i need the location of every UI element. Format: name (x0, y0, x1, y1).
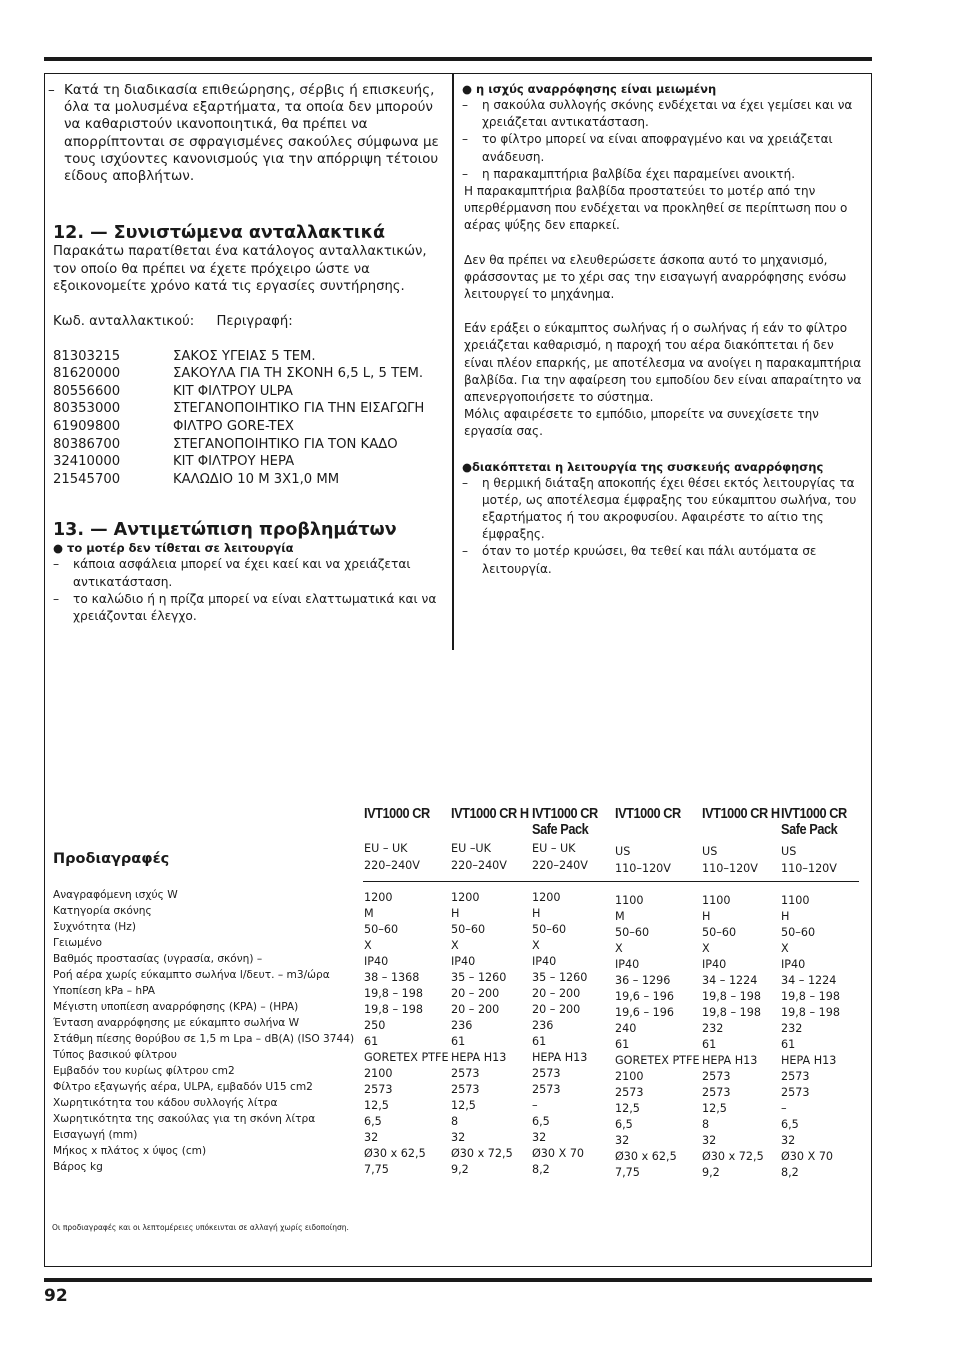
spec-label: Στάθμη πίεσης θορύβου σε 1,5 m Lpa – dB(A) (ISO 3744) (53, 1033, 355, 1045)
spec-value: 1100 (615, 894, 644, 907)
model-region: EU – UK (364, 842, 408, 855)
spec-value: 8 (702, 1118, 710, 1131)
spec-value: H (781, 910, 790, 923)
spec-value: 1200 (364, 891, 393, 904)
spec-value: 34 – 1224 (702, 974, 758, 987)
spec-label: Αναγραφόμενη ισχύς W (53, 889, 178, 901)
spec-value: 9,2 (451, 1163, 469, 1176)
spec-value: HEPA H13 (451, 1051, 507, 1064)
left-column (53, 82, 445, 625)
model-region: US (615, 845, 631, 858)
part-row (53, 348, 445, 366)
suction-item: – η σακούλα συλλογής σκόνης ενδέχεται να έχει γεμίσει και να χρειάζεται αντικατάσταση. (462, 97, 866, 131)
part-name: ΚΑΛΩΔΙΟ 10 Μ 3X1,0 ΜΜ (173, 471, 340, 487)
model-name: IVT1000 CR (364, 806, 430, 822)
intro-paragraph: – Κατά τη διαδικασία επιθεώρησης, σέρβις ή επισκευής, όλα τα μολυσμένα εξαρτήματα, τα οποία δεν μπορούν να καθαριστούν ικανοποιητικά, θα πρέπει να απορρίπτονται σε σφραγισμένες σακούλες σύμφωνα με τους ισχύοντες κανονισμούς για την απόρριψη τέτοιου είδους αποβλήτων. (48, 82, 445, 185)
spec-value: Ø30 X 70 (532, 1147, 585, 1160)
spec-label: Εμβαδόν του κυρίως φίλτρου cm2 (53, 1065, 235, 1077)
bypass-paragraph: Η παρακαμπτήρια βαλβίδα προστατεύει το μοτέρ από την υπερθέρμανση που ενδέχεται να προκληθεί σε περίπτωση που ο αέρας ψύξης δεν επαρκεί. (464, 184, 848, 233)
model-name: IVT1000 CR H (702, 806, 780, 822)
spec-value: 35 – 1260 (451, 971, 507, 984)
spec-value: X (532, 939, 540, 952)
spec-value: H (451, 907, 460, 920)
spec-labels (53, 887, 354, 1175)
spec-column (451, 890, 513, 1178)
spec-value: 20 – 200 (532, 1003, 581, 1016)
spec-label: Ροή αέρα χωρίς εύκαμπτο σωλήνα l/δευτ. – m3/ώρα (53, 969, 330, 981)
spec-value: IP40 (781, 958, 806, 971)
part-code: 80556600 (53, 383, 121, 399)
spec-label: Γειωμένο (53, 937, 102, 949)
spec-column (364, 890, 449, 1178)
spec-value: IP40 (532, 955, 557, 968)
spec-value: 50–60 (781, 926, 816, 939)
spec-value: 61 (702, 1038, 717, 1051)
spec-label: Υποπίεση kPa – hPA (53, 985, 156, 997)
part-row (53, 383, 445, 401)
spec-value: 61 (615, 1038, 630, 1051)
blockage-paragraph: Εάν εράξει ο εύκαμπτος σωλήνας ή ο σωλήνας ή εάν το φίλτρο χρειάζεται καθαρισμό, η παροχή του αέρα διακόπτεται ή δεν είναι πλέον επαρκής, με αποτέλεσμα να ανοίγει η παρακαμπτήρια βαλβίδα. Για την αφαίρεση του εμποδίου δεν είναι απαραίτητο να απενεργοποιήσετε το σύστημα. (464, 321, 862, 405)
motor-item: – το καλώδιο ή η πρίζα μπορεί να είναι ελαττωματικά και να χρειάζονται έλεγχο. (53, 591, 445, 625)
model-voltage: 110–120V (781, 862, 837, 875)
model-voltage: 110–120V (702, 862, 758, 875)
suction-list (462, 97, 866, 183)
column-separator (452, 74, 454, 650)
spec-value: IP40 (364, 955, 389, 968)
spec-value: 61 (532, 1035, 547, 1048)
spec-value: HEPA H13 (702, 1054, 758, 1067)
spec-value: 6,5 (781, 1118, 799, 1131)
spec-value: H (702, 910, 711, 923)
model-region: US (781, 845, 797, 858)
spec-value: 2573 (615, 1086, 644, 1099)
spec-value: X (781, 942, 789, 955)
spec-value: 12,5 (364, 1099, 389, 1112)
spec-value: HEPA H13 (532, 1051, 588, 1064)
spec-value: 34 – 1224 (781, 974, 837, 987)
spares-description: Παρακάτω παρατίθεται ένα κατάλογος ανταλλακτικών, τον οποίο θα πρέπει να έχετε πρόχειρο ώστε να εξοικονομείτε χρόνο κατά τις εργασίες συντήρησης. (53, 244, 427, 295)
spec-value: X (451, 939, 459, 952)
spec-value: – (781, 1102, 787, 1115)
spec-value: 12,5 (702, 1102, 727, 1115)
spec-label: Βάρος kg (53, 1161, 103, 1173)
parts-code-header: Κωδ. ανταλλακτικού: (53, 314, 195, 329)
part-code: 81303215 (53, 348, 121, 364)
part-row (53, 400, 445, 418)
spec-value: 32 (364, 1131, 379, 1144)
spec-value: 50–60 (702, 926, 737, 939)
spec-value: 50–60 (364, 923, 399, 936)
spec-value: 12,5 (615, 1102, 640, 1115)
spec-value: 19,6 – 196 (615, 990, 674, 1003)
spec-value: 19,8 – 198 (781, 1006, 840, 1019)
part-code: 32410000 (53, 454, 121, 470)
spec-value: 2100 (364, 1067, 393, 1080)
spec-label: Βαθμός προστασίας (υγρασία, σκόνη) – (53, 953, 263, 965)
spec-column (532, 890, 587, 1178)
spec-value: 32 (615, 1134, 630, 1147)
spec-value: GORETEX PTFE (364, 1051, 449, 1064)
spec-value: 1100 (781, 894, 810, 907)
specs-title: Προδιαγραφές (53, 851, 170, 867)
spec-value: 19,8 – 198 (702, 990, 761, 1003)
spec-value: 50–60 (532, 923, 567, 936)
spec-value: Ø30 x 62,5 (615, 1150, 677, 1163)
model-voltage: 220–240V (364, 859, 420, 872)
spec-value: 12,5 (451, 1099, 476, 1112)
spec-value: X (615, 942, 623, 955)
spec-value: 2573 (781, 1086, 810, 1099)
spec-value: 2573 (702, 1086, 731, 1099)
parts-desc-header: Περιγραφή: (216, 314, 293, 329)
spec-value: X (702, 942, 710, 955)
spec-value: – (532, 1099, 538, 1112)
model-name: IVT1000 CR H (451, 806, 529, 822)
spec-value: 19,8 – 198 (702, 1006, 761, 1019)
specs-rule (363, 881, 859, 882)
spec-value: 19,8 – 198 (364, 1003, 423, 1016)
spec-value: 2573 (451, 1067, 480, 1080)
spec-value: 61 (781, 1038, 796, 1051)
part-row (53, 453, 445, 471)
parts-header (53, 313, 445, 331)
part-name: ΚΙΤ ΦΙΛΤΡΟΥ ULPA (173, 383, 293, 399)
spec-value: IP40 (702, 958, 727, 971)
motor-heading: ● το μοτέρ δεν τίθεται σε λειτουργία (53, 541, 294, 556)
model-name: IVT1000 CR Safe Pack (781, 806, 847, 838)
specs-footnote: Οι προδιαγραφές και οι λεπτομέρειες υπόκεινται σε αλλαγή χωρίς ειδοποίηση. (52, 1223, 349, 1232)
spec-value: 32 (702, 1134, 717, 1147)
spec-value: 236 (451, 1019, 473, 1032)
motor-item: – κάποια ασφάλεια μπορεί να έχει καεί και να χρειάζεται αντικατάσταση. (53, 556, 445, 590)
part-name: ΣΤΕΓΑΝΟΠΟΙΗΤΙΚΟ ΓΙΑ ΤΗΝ ΕΙΣΑΓΩΓΗ (173, 401, 425, 417)
resume-paragraph: Μόλις αφαιρέσετε το εμπόδιο, μπορείτε να συνεχίσετε την εργασία σας. (464, 407, 819, 439)
spec-label: Εισαγωγή (mm) (53, 1129, 138, 1141)
spec-label: Ένταση αναρρόφησης με εύκαμπτο σωλήνα W (53, 1017, 300, 1029)
spec-value: 32 (532, 1131, 547, 1144)
model-name: IVT1000 CR Safe Pack (532, 806, 598, 838)
part-code: 81620000 (53, 366, 121, 382)
spec-label: Συχνότητα (Hz) (53, 921, 136, 933)
motor-list (53, 556, 445, 625)
part-name: ΦΙΛΤΡΟ GORE-TEX (173, 418, 294, 434)
parts-list (53, 348, 445, 489)
spec-value: X (364, 939, 372, 952)
spec-value: 61 (364, 1035, 379, 1048)
stop-item: – η θερμική διάταξη αποκοπής έχει θέσει εκτός λειτουργίας τα μοτέρ, ως αποτέλεσμα έμφραξης του εύκαμπτου σωλήνα, του εξαρτήματος ή του ακροφυσίου. Αφαιρέστε το αίτιο της έμφραξης. (462, 475, 866, 544)
spec-value: 32 (451, 1131, 466, 1144)
spec-label: Χωρητικότητα του κάδου συλλογής λίτρα (53, 1097, 278, 1109)
model-region: US (702, 845, 718, 858)
spec-value: 6,5 (532, 1115, 550, 1128)
part-row (53, 436, 445, 454)
bottom-rule (44, 1278, 872, 1282)
spec-value: 7,75 (615, 1166, 640, 1179)
spec-value: 38 – 1368 (364, 971, 420, 984)
spec-value: 236 (532, 1019, 554, 1032)
part-code: 61909800 (53, 418, 121, 434)
spec-value: 61 (451, 1035, 466, 1048)
part-name: ΚΙΤ ΦΙΛΤΡΟΥ HEPA (173, 454, 295, 470)
spec-value: 2573 (532, 1067, 561, 1080)
spec-value: 1100 (702, 894, 731, 907)
spec-value: 250 (364, 1019, 386, 1032)
spec-value: 19,6 – 196 (615, 1006, 674, 1019)
part-name: ΣΤΕΓΑΝΟΠΟΙΗΤΙΚΟ ΓΙΑ ΤΟΝ ΚΑΔΟ (173, 436, 398, 452)
spec-value: 36 – 1296 (615, 974, 671, 987)
spec-label: Τύπος βασικού φίλτρου (53, 1049, 177, 1061)
hand-paragraph: Δεν θα πρέπει να ελευθερώσετε άσκοπα αυτό το μηχανισμό, φράσσοντας με το χέρι σας την εισαγωγή αναρρόφησης ενόσω λειτουργεί το μηχάνημα. (464, 252, 847, 302)
part-code: 80386700 (53, 436, 121, 452)
spec-value: IP40 (615, 958, 640, 971)
spec-value: Ø30 x 72,5 (702, 1150, 764, 1163)
spec-label: Μέγιστη υποπίεση αναρρόφησης (KPA) – (HPA) (53, 1001, 299, 1013)
model-region: EU – UK (532, 842, 576, 855)
suction-item: – το φίλτρο μπορεί να είναι αποφραγμένο και να χρειάζεται ανάδευση. (462, 131, 866, 165)
model-voltage: 220–240V (532, 859, 588, 872)
spec-label: Μήκος x πλάτος x ύψος (cm) (53, 1145, 207, 1157)
spec-value: HEPA H13 (781, 1054, 837, 1067)
spec-value: 8 (451, 1115, 459, 1128)
right-column (462, 81, 866, 578)
spec-value: 1200 (532, 891, 561, 904)
spec-value: IP40 (451, 955, 476, 968)
spec-value: H (532, 907, 541, 920)
part-name: ΣΑΚΟΥΛΑ ΓΙΑ ΤΗ ΣΚΟΝΗ 6,5 L, 5 ΤΕΜ. (173, 366, 424, 382)
spec-value: 6,5 (364, 1115, 382, 1128)
part-row (53, 471, 445, 489)
spec-column (615, 893, 700, 1181)
spec-value: 1200 (451, 891, 480, 904)
spec-value: 232 (702, 1022, 724, 1035)
spec-value: 9,2 (702, 1166, 720, 1179)
spec-label: Κατηγορία σκόνης (53, 905, 152, 917)
spec-value: 7,75 (364, 1163, 389, 1176)
spec-label: Φίλτρο εξαγωγής αέρα, ULPA, εμβαδόν U15 cm2 (53, 1081, 313, 1093)
spec-value: 2573 (702, 1070, 731, 1083)
model-voltage: 110–120V (615, 862, 671, 875)
spec-value: Ø30 x 72,5 (451, 1147, 513, 1160)
spec-value: 19,8 – 198 (364, 987, 423, 1000)
suction-heading: ● η ισχύς αναρρόφησης είναι μειωμένη (462, 82, 717, 96)
stop-heading: ●διακόπτεται η λειτουργία της συσκευής αναρρόφησης (462, 459, 824, 474)
stop-item: – όταν το μοτέρ κρυώσει, θα τεθεί και πάλι αυτόματα σε λειτουργία. (462, 543, 866, 577)
part-code: 21545700 (53, 471, 121, 487)
model-name: IVT1000 CR (615, 806, 681, 822)
spec-value: 20 – 200 (451, 987, 500, 1000)
troubleshooting-heading: 13. — Αντιμετώπιση προβλημάτων (53, 520, 397, 541)
model-voltage: 220–240V (451, 859, 507, 872)
spec-value: M (364, 907, 374, 920)
part-code: 80353000 (53, 401, 121, 417)
spec-value: 20 – 200 (532, 987, 581, 1000)
top-rule (44, 57, 872, 61)
spec-value: 8,2 (781, 1166, 799, 1179)
spec-value: 2573 (781, 1070, 810, 1083)
spec-value: M (615, 910, 625, 923)
part-row (53, 418, 445, 436)
spec-column (781, 893, 840, 1181)
part-name: ΣΑΚΟΣ ΥΓΕΙΑΣ 5 ΤΕΜ. (173, 348, 316, 364)
spec-column (702, 893, 764, 1181)
spec-value: 232 (781, 1022, 803, 1035)
part-row (53, 365, 445, 383)
spec-value: Ø30 X 70 (781, 1150, 834, 1163)
spares-heading: 12. — Συνιστώμενα ανταλλακτικά (53, 223, 386, 244)
page-number: 92 (44, 1286, 68, 1306)
spec-value: 50–60 (451, 923, 486, 936)
spec-value: 32 (781, 1134, 796, 1147)
spec-value: 240 (615, 1022, 637, 1035)
spec-value: 6,5 (615, 1118, 633, 1131)
spec-value: 2573 (451, 1083, 480, 1096)
stop-list (462, 475, 866, 578)
spec-value: 8,2 (532, 1163, 550, 1176)
spec-value: 2100 (615, 1070, 644, 1083)
suction-item: – η παρακαμπτήρια βαλβίδα έχει παραμείνει ανοικτή. (462, 166, 866, 183)
spec-value: 2573 (364, 1083, 393, 1096)
spec-value: 2573 (532, 1083, 561, 1096)
spec-value: 19,8 – 198 (781, 990, 840, 1003)
spec-value: 35 – 1260 (532, 971, 588, 984)
spec-value: 50–60 (615, 926, 650, 939)
model-region: EU –UK (451, 842, 491, 855)
spec-value: Ø30 x 62,5 (364, 1147, 426, 1160)
spec-label: Χωρητικότητα της σακούλας για τη σκόνη λίτρα (53, 1113, 316, 1125)
spec-value: GORETEX PTFE (615, 1054, 700, 1067)
spec-value: 20 – 200 (451, 1003, 500, 1016)
